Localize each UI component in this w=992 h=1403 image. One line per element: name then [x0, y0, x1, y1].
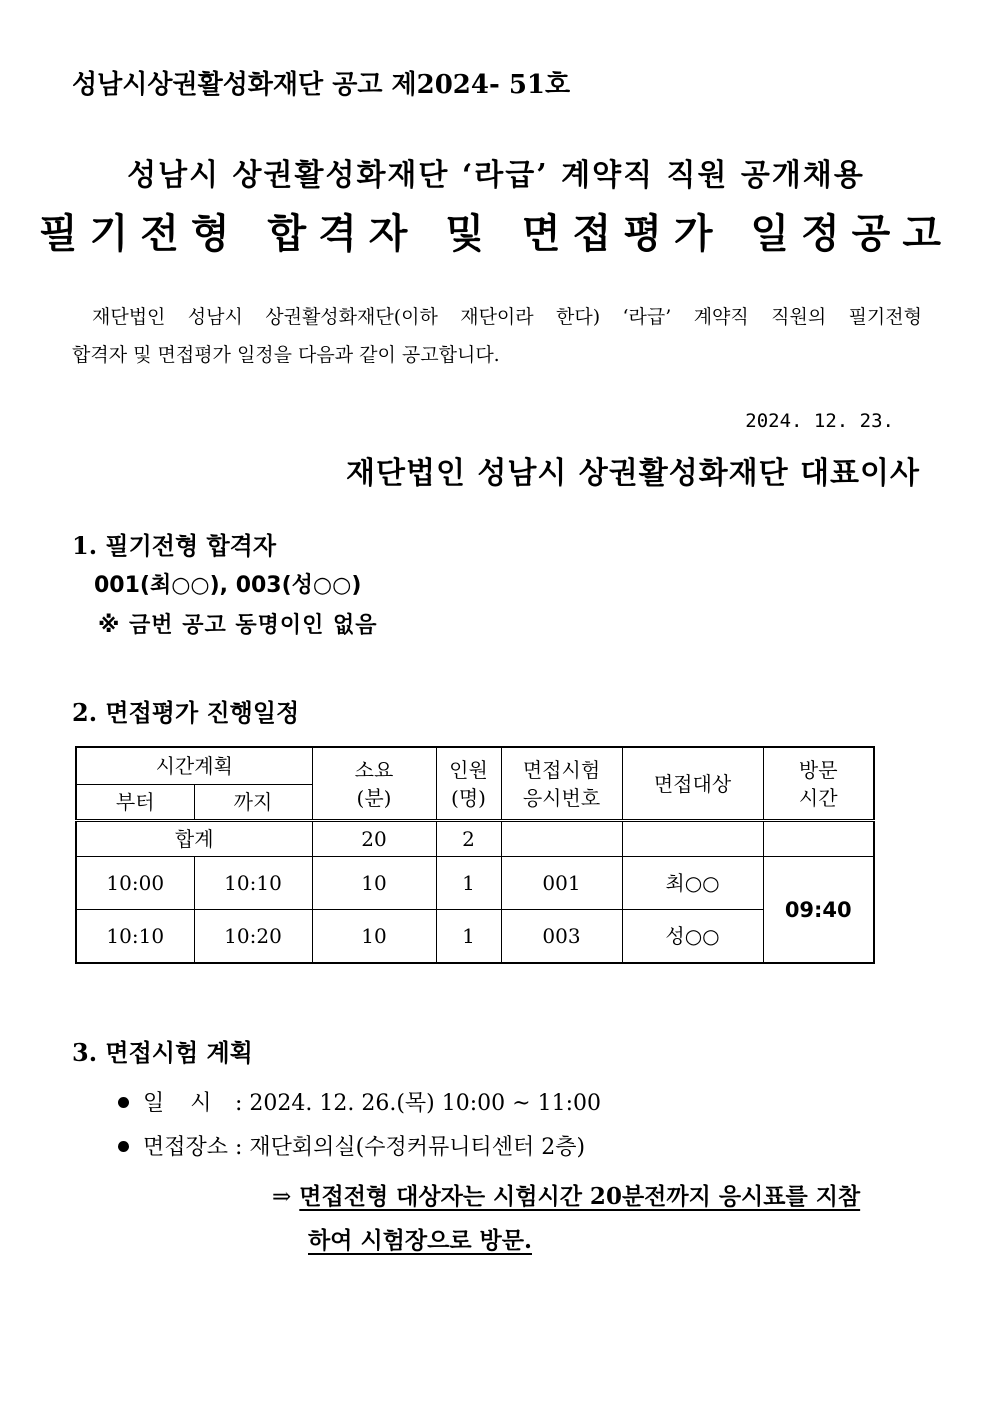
- bullet-icon: [118, 1141, 129, 1152]
- header-time-plan: 시간계획: [76, 747, 312, 785]
- bullet-icon: [118, 1097, 129, 1108]
- row-duration: 10: [312, 910, 436, 964]
- interview-schedule-table: [75, 746, 875, 964]
- total-row: [76, 821, 874, 857]
- instruction-text-2: 하여 시험장으로 방문.: [308, 1227, 532, 1254]
- issuer-name: 재단법인 성남시 상권활성화재단 대표이사: [346, 456, 920, 491]
- row-count: 1: [436, 910, 501, 964]
- header-to: 까지: [194, 785, 312, 821]
- total-duration: 20: [312, 821, 436, 857]
- total-exam-number: [501, 821, 622, 857]
- header-row-1: [76, 747, 874, 785]
- intro-paragraph: [72, 298, 922, 374]
- row-from: 10:00: [76, 857, 194, 910]
- header-from: 부터: [76, 785, 194, 821]
- row-to: 10:20: [194, 910, 312, 964]
- section-2-heading: 2. 면접평가 진행일정: [72, 698, 300, 727]
- row-count: 1: [436, 857, 501, 910]
- instruction-line-2: [308, 1222, 532, 1255]
- total-label: 합계: [76, 821, 312, 857]
- total-target: [622, 821, 763, 857]
- section-3-heading: 3. 면접시험 계획: [72, 1038, 253, 1067]
- row-exam-number: 003: [501, 910, 622, 964]
- passer-list: 001(최○○), 003(성○○): [94, 573, 362, 598]
- schedule-date-item: [118, 1086, 601, 1117]
- date-value: : 2024. 12. 26.(목) 10:00 ~ 11:00: [235, 1091, 601, 1116]
- section-1-heading: 1. 필기전형 합격자: [72, 531, 277, 560]
- title-line-1: 성남시 상권활성화재단 ‘라급’ 계약직 직원 공개채용: [127, 158, 865, 193]
- header-count-unit: (명): [451, 785, 486, 810]
- header-visit-line1: 방문: [798, 757, 838, 782]
- intro-line-1: 재단법인 성남시 상권활성화재단(이하 재단이라 한다) ‘라급’ 계약직 직원의 필기전형: [92, 306, 922, 328]
- header-exam-number-line1: 면접시험: [522, 757, 601, 782]
- header-target: 면접대상: [622, 747, 763, 821]
- header-exam-number-line2: 응시번호: [522, 785, 601, 810]
- header-visit-time: [763, 747, 874, 821]
- place-value: : 재단회의실(수정커뮤니티센터 2층): [235, 1135, 586, 1160]
- header-duration-label: 소요: [354, 757, 394, 782]
- title-line-2: 필기전형 합격자 및 면접평가 일정공고: [39, 210, 953, 257]
- row-target: 성○○: [622, 910, 763, 964]
- header-duration-unit: (분): [356, 785, 392, 810]
- header-exam-number: [501, 747, 622, 821]
- notice-date: 2024. 12. 23.: [745, 410, 894, 432]
- row-from: 10:10: [76, 910, 194, 964]
- total-visit: [763, 821, 874, 857]
- header-duration: [312, 747, 436, 821]
- arrow-icon: ⇒: [272, 1184, 292, 1210]
- header-count-label: 인원: [449, 757, 488, 782]
- header-count: [436, 747, 501, 821]
- intro-line-2: 합격자 및 면접평가 일정을 다음과 같이 공고합니다.: [72, 344, 500, 366]
- row-exam-number: 001: [501, 857, 622, 910]
- date-label: 일시: [143, 1091, 238, 1116]
- notice-number: 성남시상권활성화재단 공고 제2024- 51호: [72, 70, 571, 100]
- row-duration: 10: [312, 857, 436, 910]
- table-row: [76, 910, 874, 964]
- place-label: 면접장소: [143, 1135, 229, 1160]
- row-target: 최○○: [622, 857, 763, 910]
- row-to: 10:10: [194, 857, 312, 910]
- same-name-note: ※ 금번 공고 동명이인 없음: [98, 613, 378, 638]
- schedule-place-item: [118, 1130, 585, 1161]
- instruction-text-1: 면접전형 대상자는 시험시간 20분전까지 응시표를 지참: [299, 1183, 861, 1210]
- instruction-line-1: [272, 1178, 860, 1211]
- header-visit-line2: 시간: [798, 785, 838, 810]
- total-count: 2: [436, 821, 501, 857]
- table-row: [76, 857, 874, 910]
- visit-time: 09:40: [763, 857, 874, 964]
